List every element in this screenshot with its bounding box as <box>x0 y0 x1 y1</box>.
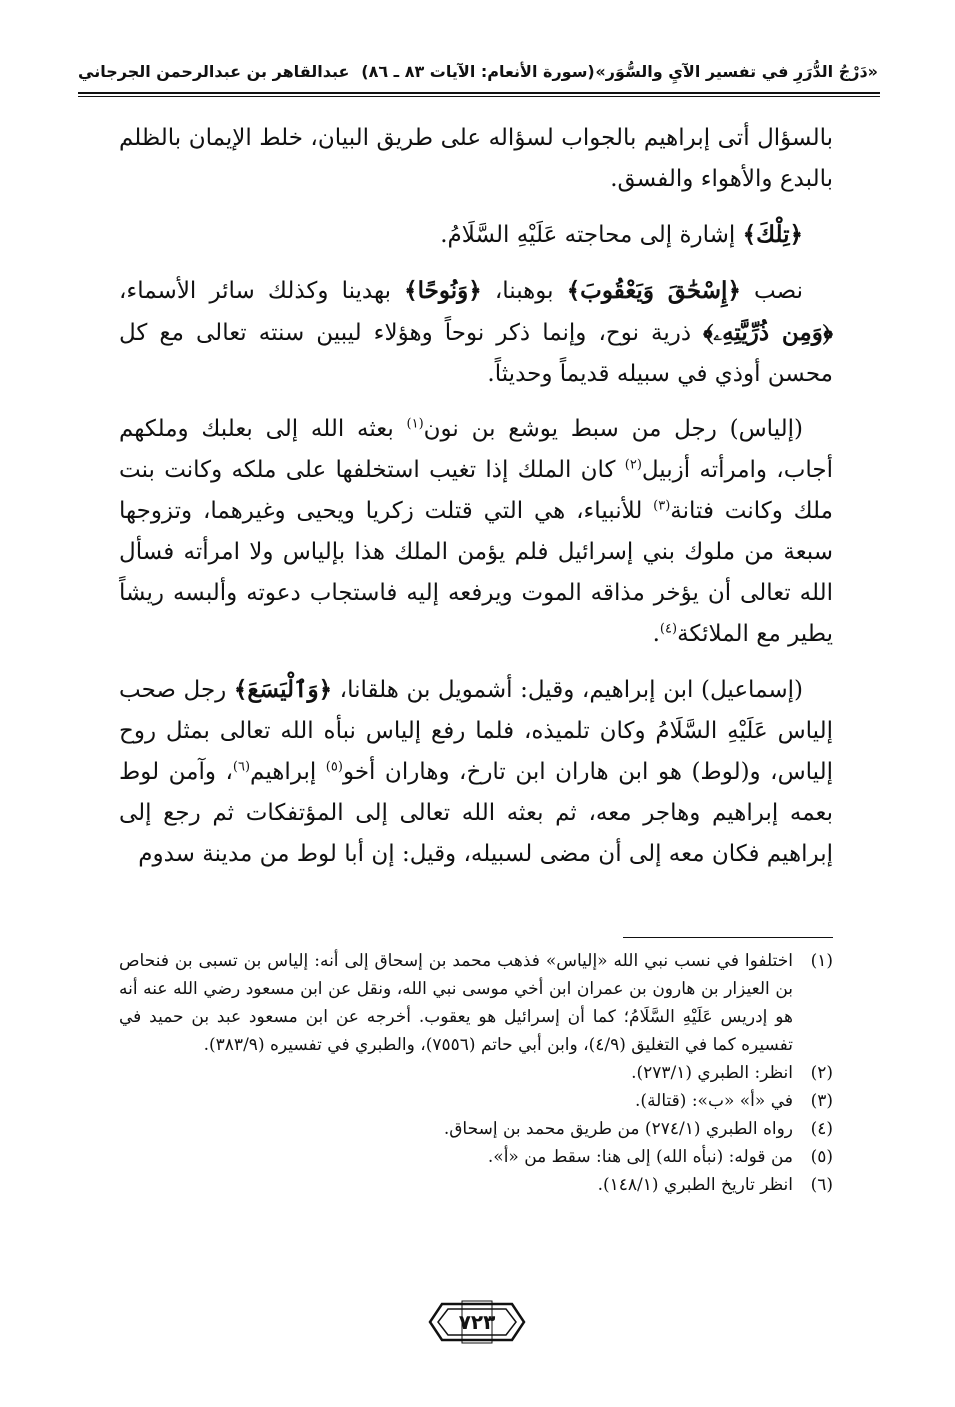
footnote-text: انظر: الطبري (٢٧٣/١). <box>631 1063 793 1083</box>
page-number: ٧٢٣ <box>458 1310 496 1334</box>
footnote-number: (٦) <box>810 1175 833 1195</box>
book-title: «دَرْجُ الدُّرَرِ في تفسير الآيِ والسُّوَر» <box>595 62 878 81</box>
paragraph-5 <box>119 669 833 875</box>
quran-quote: ﴿إِسْحَٰقَ وَيَعْقُوبَ﴾ <box>566 277 741 304</box>
paragraph-text: بهدينا وكذلك سائر الأسماء، <box>119 278 405 304</box>
quran-quote: ﴿وَمِن ذُرِّيَّتِهِۦ﴾ <box>703 319 833 346</box>
footnote-text: انظر تاريخ الطبري (١٤٨/١). <box>597 1175 793 1195</box>
footnote-item <box>119 1171 833 1199</box>
main-text <box>119 118 833 875</box>
paragraph-text: كان الملك إذا تغيب استخلفها على ملكه وكانت بنت ملك وكانت فتانة <box>119 457 833 524</box>
running-header <box>78 62 878 88</box>
paragraph-text: بعثه الله إلى بعلبك وملكهم أجاب، وامرأته أزبيل <box>119 416 834 483</box>
footnote-ref: (٦) <box>232 759 251 775</box>
footnote-item <box>119 1059 833 1087</box>
footnote-item <box>119 1115 833 1143</box>
quran-quote: ﴿وَنُوحًا﴾ <box>404 277 482 304</box>
paragraph-4 <box>119 409 833 655</box>
paragraph-1: بالسؤال أتى إبراهيم بالجواب لسؤاله على طريق البيان، خلط الإيمان بالظلم بالبدع والأهواء والفسق. <box>119 125 833 192</box>
paragraph-2 <box>119 214 833 256</box>
header-rule <box>78 92 880 94</box>
footnote-item <box>119 947 833 1059</box>
footnote-number: (٤) <box>810 1119 833 1139</box>
footnote-text: من قوله: (نبأه الله) إلى هنا: سقط من «أ». <box>487 1147 793 1167</box>
paragraph-text: إشارة إلى محاجته عَلَيْهِ السَّلَامُ. <box>440 222 743 248</box>
paragraph-text: رجل صحب إلياس عَلَيْهِ السَّلَامُ وكان تلميذه، فلما رفع إلياس نبأه الله تعالى بمثل روح إلياس، و(لوط) هو ابن هاران ابن تارخ، وهاران أخو <box>119 677 834 785</box>
paragraph-text: ذرية نوح، وإنما ذكر نوحاً وهؤلاء ليبين سنته تعالى مع كل محسن أوذي في سبيله قديماً وحديثاً. <box>119 320 833 387</box>
page-number-badge <box>428 1300 526 1344</box>
footnote-ref: (٢) <box>624 457 642 473</box>
footnote-ref: (٥) <box>325 759 343 775</box>
footnote-number: (٣) <box>810 1091 833 1111</box>
footnote-ref: (٣) <box>653 498 671 514</box>
footnote-number: (١) <box>810 951 833 971</box>
paragraph-text: . <box>652 621 660 647</box>
paragraph-text: بوهبنا، <box>481 278 567 304</box>
footnote-number: (٢) <box>810 1063 833 1083</box>
footnote-ref: (١) <box>406 416 424 432</box>
footnote-text: رواه الطبري (٢٧٤/١) من طريق محمد بن إسحاق. <box>443 1119 793 1139</box>
quran-quote: ﴿وَٱلْيَسَعَ﴾ <box>233 676 333 703</box>
footnote-ref: (٤) <box>659 621 678 637</box>
paragraph-3 <box>119 270 833 395</box>
footnote-number: (٥) <box>810 1147 833 1167</box>
paragraph-text: إبراهيم <box>250 759 326 785</box>
paragraph-text: ، وآمن لوط بعمه إبراهيم وهاجر معه، ثم بعثه الله تعالى إلى المؤتفكات ثم رجع إلى إبراهيم فكان معه إلى أن مضى لسبيله، وقيل: إن أبا لوط من مدينة سدوم <box>119 759 833 867</box>
quran-quote: ﴿تِلْكَ﴾ <box>742 221 803 248</box>
footnote-text: اختلفوا في نسب نبي الله «إلياس» فذهب محمد بن إسحاق إلى أنه: إلياس بن تسبى بن فنحاص بن العيزار بن هارون بن عمران ابن أخي موسى نبي الله، ونقل عن ابن مسعود رضي الله عنه أنه هو إدريس عَلَيْهِ السَّلَامُ؛ كما أن إسرائيل هو يعقوب. أخرجه عن ابن مسعود عبد بن حميد في تفسيره كما في التغليق (٤/٩)، وابن أبي حاتم (٧٥٥٦)، والطبري في تفسيره (٣٨٣/٩). <box>119 951 793 1055</box>
paragraph-text: نصب <box>740 278 803 304</box>
footnote-item <box>119 1143 833 1171</box>
footnotes <box>119 947 833 1199</box>
footnote-item <box>119 1087 833 1115</box>
author-name: عبدالقاهر بن عبدالرحمن الجرجاني <box>78 62 350 81</box>
paragraph-text: (إلياس) رجل من سبط يوشع بن نون <box>423 416 804 442</box>
footnote-separator <box>623 937 833 938</box>
surah-reference: (سورة الأنعام: الآيات ٨٣ ـ ٨٦) <box>361 62 595 81</box>
footnote-text: في «أ» «ب»: (قتالة). <box>635 1091 793 1111</box>
paragraph-text: (إسماعيل) ابن إبراهيم، وقيل: أشمويل بن هلقانا، <box>332 677 803 703</box>
paragraph-text: للأنبياء، هي التي قتلت زكريا ويحيى وغيرهما، وتزوجها سبعة من ملوك بني إسرائيل فلم يؤمن الملك هذا بإلياس ولا امرأته فسأل الله تعالى أن يؤخر مذاقه الموت ويرفعه إليه فاستجاب دعوته وألبسه ريشاً يطير مع الملائكة <box>119 498 833 647</box>
header-rule-thin <box>78 96 880 97</box>
